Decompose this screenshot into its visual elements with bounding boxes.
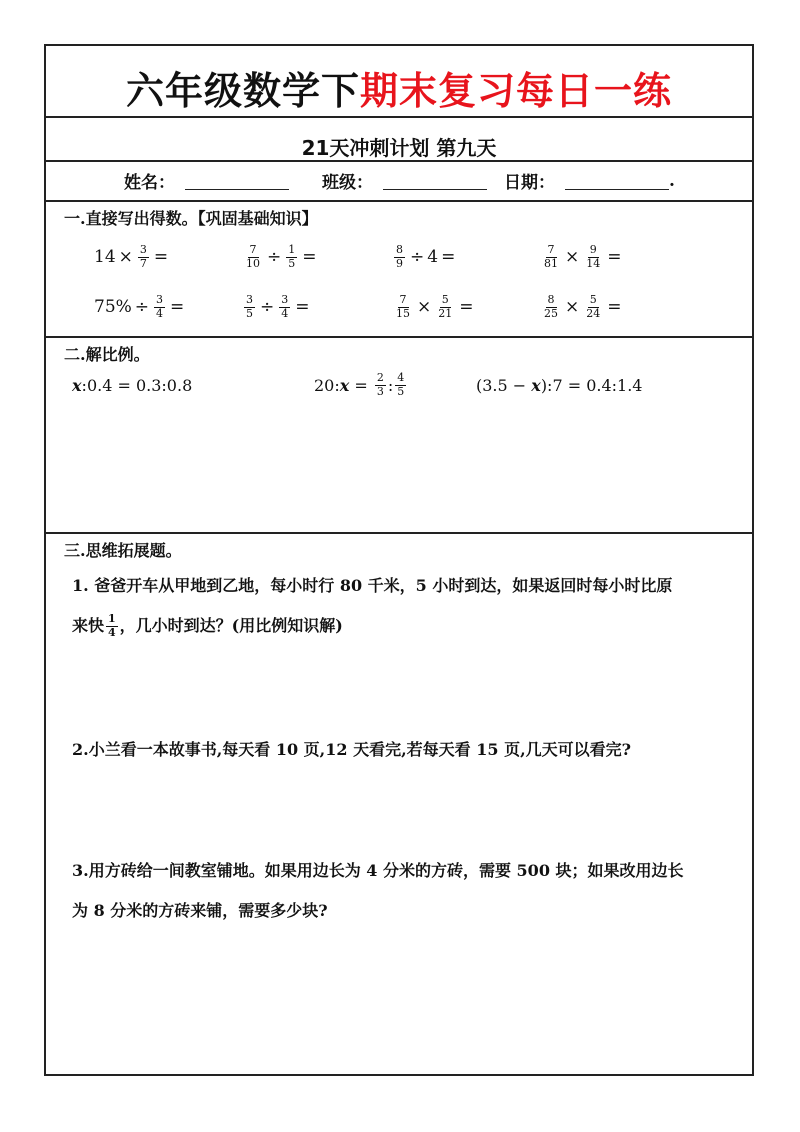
fraction: $\frac{3}{5}$: [246, 293, 253, 320]
divider: [46, 200, 752, 202]
equals-sign: =: [459, 297, 474, 318]
name-blank[interactable]: [185, 171, 289, 190]
section2-title: 二.解比例。: [64, 345, 150, 364]
proportion-1-rest: :0.4 = 0.3:0.8: [81, 376, 193, 395]
problem-line: 为 8 分米的方砖来铺，需要多少块?: [72, 901, 328, 920]
equals-sign: =: [607, 297, 622, 318]
proportion-2: [314, 372, 408, 398]
title-red-part: 期末复习每日一练: [360, 69, 673, 113]
fraction: $\frac{8}{25}$: [544, 293, 558, 320]
fraction: $\frac{8}{9}$: [396, 243, 403, 270]
calc-problem: [242, 294, 313, 320]
equals-sign: =: [607, 247, 622, 268]
worksheet-subtitle: 21天冲刺计划 第九天: [301, 136, 497, 160]
equals-sign: =: [349, 375, 373, 395]
class-label: 班级：: [322, 173, 373, 193]
calc-problem: [94, 294, 187, 320]
class-field[interactable]: [322, 168, 487, 193]
section1-title: 一.直接写出得数。【巩固基础知识】: [64, 209, 318, 228]
equals-sign: =: [170, 297, 185, 318]
calc-problem: [540, 244, 625, 270]
fraction: $\frac{1}{5}$: [288, 243, 296, 270]
student-info-row: [46, 168, 752, 198]
divider: [46, 116, 752, 118]
fraction: $\frac{3}{4}$: [281, 293, 289, 320]
equals-sign: =: [441, 247, 456, 268]
worksheet: [44, 44, 754, 1076]
proportion-1: [72, 376, 192, 395]
name-field[interactable]: [124, 168, 289, 193]
name-label: 姓名：: [124, 173, 175, 193]
number: 75%: [94, 297, 132, 318]
worksheet-title: [46, 60, 752, 115]
fraction: $\frac{1}{4}$: [108, 611, 116, 639]
section3-title: 三.思维拓展题。: [64, 541, 182, 560]
operator: ÷: [410, 247, 425, 268]
fraction: $\frac{7}{15}$: [396, 293, 410, 320]
number: 14: [94, 247, 116, 268]
equals-sign: =: [302, 247, 317, 268]
proportion-3-lead: (3.5 −: [476, 376, 532, 395]
fraction: $\frac{2}{3}$: [376, 371, 384, 398]
divider: [46, 160, 752, 162]
fraction: $\frac{3}{4}$: [156, 293, 164, 320]
proportion-3-rest: ):7 = 0.4:1.4: [540, 376, 643, 395]
fraction: $\frac{7}{81}$: [544, 243, 558, 270]
class-blank[interactable]: [383, 171, 487, 190]
fraction: $\frac{7}{10}$: [246, 243, 260, 270]
variable-x: x: [531, 376, 541, 395]
word-problem-3: [72, 851, 734, 931]
operator: ÷: [260, 297, 275, 318]
calc-problem: [94, 244, 171, 270]
fraction: $\frac{3}{7}$: [139, 243, 147, 270]
divider: [46, 336, 752, 338]
variable-x: x: [72, 376, 82, 395]
fraction: $\frac{9}{14}$: [586, 243, 601, 270]
date-field[interactable]: [504, 168, 675, 193]
operator: ×: [417, 297, 432, 318]
fraction: $\frac{5}{21}$: [438, 293, 453, 320]
date-end-mark: .: [669, 170, 675, 191]
colon: :: [387, 375, 394, 395]
operator: ×: [118, 247, 133, 268]
equals-sign: =: [153, 247, 169, 268]
date-blank[interactable]: [565, 171, 669, 190]
problem-line: 2.小兰看一本故事书,每天看 10 页,12 天看完,若每天看 15 页,几天可以看完?: [72, 740, 632, 759]
calc-problem: [392, 244, 458, 270]
calc-problem: [242, 244, 320, 270]
operator: ×: [565, 247, 580, 268]
fraction: $\frac{4}{5}$: [397, 371, 405, 398]
calc-problem: [540, 294, 625, 320]
word-problem-2: [72, 730, 734, 770]
word-problem-1: [72, 566, 734, 646]
problem-line: 1. 爸爸开车从甲地到乙地，每小时行 80 千米，5 小时到达，如果返回时每小时比原: [72, 576, 673, 595]
variable-x: x: [339, 375, 350, 395]
proportion-2-lead: 20:: [314, 375, 340, 395]
title-black-part: 六年级数学下: [125, 69, 360, 113]
equals-sign: =: [295, 297, 310, 318]
calc-problem: [392, 294, 477, 320]
operator: ÷: [267, 247, 282, 268]
date-label: 日期：: [504, 173, 555, 193]
fraction: $\frac{5}{24}$: [586, 293, 601, 320]
operator: ×: [565, 297, 580, 318]
proportion-3: [476, 376, 642, 395]
divider: [46, 532, 752, 534]
problem-line: 3.用方砖给一间教室铺地。如果用边长为 4 分米的方砖，需要 500 块；如果改用边长: [72, 861, 684, 880]
number: 4: [427, 247, 439, 268]
problem-line: 来快 $\frac{1}{4}$ ，几小时到达？(用比例知识解): [72, 611, 343, 639]
operator: ÷: [134, 297, 150, 318]
